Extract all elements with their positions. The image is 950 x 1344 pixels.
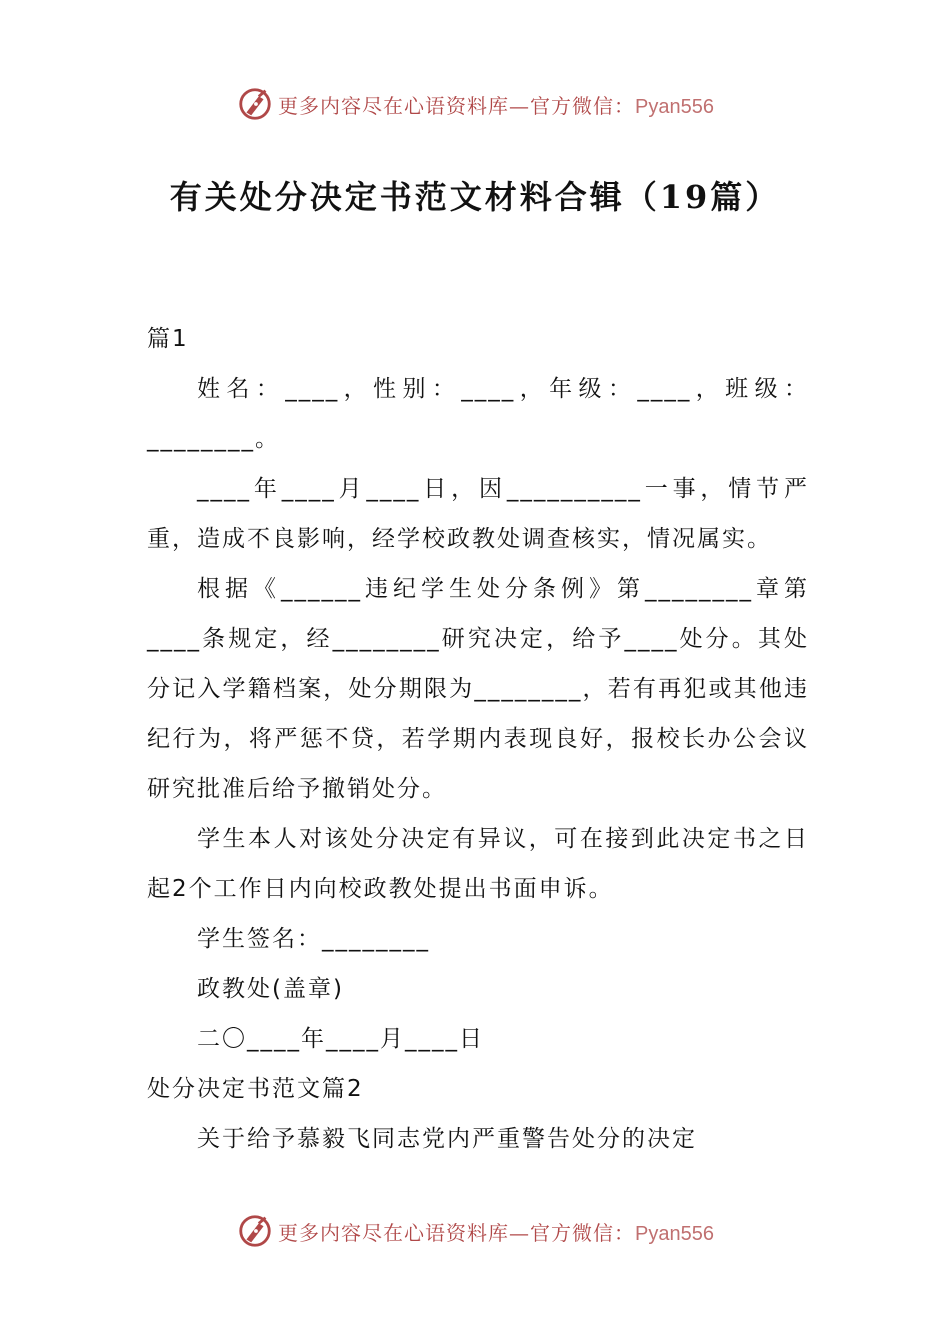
watermark-wechat: Pyan556 [635, 1222, 714, 1245]
section2-heading: 处分决定书范文篇2 [147, 1076, 364, 1102]
document-title: 有关处分决定书范文材料合辑（19篇） [169, 178, 781, 216]
watermark-banner-bottom [0, 1209, 950, 1253]
office-stamp-line: 政教处(盖章) [197, 976, 344, 1002]
student-info-paragraph: 姓名：____，性别：____，年级：____，班级：________。 [147, 376, 809, 452]
section1-heading: 篇1 [147, 326, 189, 352]
student-signature-line: 学生签名：________ [197, 926, 430, 952]
decision-paragraph: 根据《______违纪学生处分条例》第________章第____条规定，经________研究决定，给予____处分。其处分记入学籍档案，处分期限为________，若有再犯或其他违纪行为，将严惩不贷，若学期内表现良好，报校长办公会议研究批准后给予撤销处分。 [147, 576, 809, 802]
watermark-banner-top [0, 82, 950, 126]
document-body [147, 314, 809, 1164]
watermark-text: 更多内容尽在心语资料库—官方微信： [278, 1220, 636, 1245]
date-line: 二〇____年____月____日 [197, 1026, 484, 1052]
pen-nib-logo-icon [236, 1212, 274, 1250]
watermark-wechat: Pyan556 [635, 95, 714, 118]
incident-paragraph: ____年____月____日，因__________一事，情节严重，造成不良影响，经学校政教处调查核实，情况属实。 [147, 476, 809, 552]
appeal-paragraph: 学生本人对该处分决定有异议，可在接到此决定书之日起2个工作日内向校政教处提出书面申诉。 [147, 826, 809, 902]
section2-title-paragraph: 关于给予慕毅飞同志党内严重警告处分的决定 [197, 1126, 697, 1152]
watermark-text: 更多内容尽在心语资料库—官方微信： [278, 93, 636, 118]
pen-nib-logo-icon [236, 85, 274, 123]
